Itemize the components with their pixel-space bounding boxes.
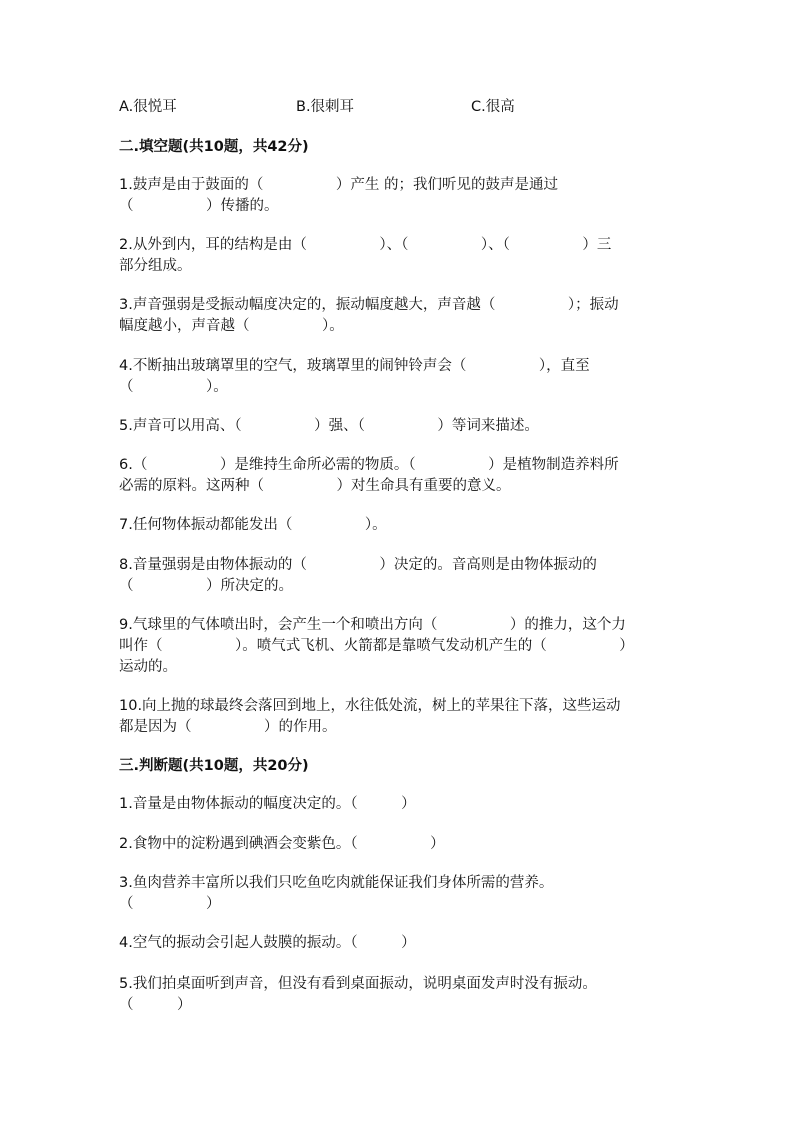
question-line: 都是因为（ ）的作用。 [119, 719, 337, 735]
question-line: 1.音量是由物体振动的幅度决定的。（ ） [119, 796, 416, 812]
fill-in-question-1 [119, 175, 679, 217]
question-line: （ ）。 [119, 379, 228, 395]
question-line: 3.鱼肉营养丰富所以我们只吃鱼吃肉就能保证我们身体所需的营养。 [119, 875, 554, 891]
option-c: C.很高 [471, 99, 515, 115]
question-line: 8.音量强弱是由物体振动的（ ）决定的。音高则是由物体振动的 [119, 557, 597, 573]
fill-in-question-4 [119, 356, 679, 398]
question-line: 9.气球里的气体喷出时，会产生一个和喷出方向（ ）的推力，这个力 [119, 617, 626, 633]
fill-in-question-2 [119, 235, 679, 277]
true-false-question-5 [119, 974, 679, 1016]
question-line: 5.我们拍桌面听到声音，但没有看到桌面振动，说明桌面发声时没有振动。 [119, 976, 597, 992]
question-line: 叫作（ ）。喷气式飞机、火箭都是靠喷气发动机产生的（ ） [119, 638, 634, 654]
question-line: （ ）所决定的。 [119, 578, 293, 594]
question-line: 1.鼓声是由于鼓面的（ ）产生 的；我们听见的鼓声是通过 [119, 177, 558, 193]
question-line: （ ） [119, 896, 221, 912]
fill-in-question-5 [119, 416, 679, 437]
question-line: （ ） [119, 997, 192, 1013]
true-false-question-4 [119, 933, 679, 954]
question-line: 10.向上抛的球最终会落回到地上，水往低处流，树上的苹果往下落，这些运动 [119, 698, 621, 714]
question-line: 幅度越小，声音越（ ）。 [119, 318, 344, 334]
question-line: 必需的原料。这两种（ ）对生命具有重要的意义。 [119, 478, 511, 494]
section-title-fill-in: 二.填空题(共10题，共42分) [119, 139, 309, 155]
fill-in-question-6 [119, 455, 679, 497]
option-b: B.很刺耳 [296, 99, 355, 115]
fill-in-question-3 [119, 295, 679, 337]
true-false-question-1 [119, 794, 679, 815]
true-false-question-2 [119, 834, 679, 855]
fill-in-question-10 [119, 696, 679, 738]
option-a: A.很悦耳 [119, 99, 177, 115]
fill-in-question-8 [119, 555, 679, 597]
section-title-true-false: 三.判断题(共10题，共20分) [119, 758, 309, 774]
question-line: 4.空气的振动会引起人鼓膜的振动。（ ） [119, 935, 416, 951]
question-line: 6.（ ）是维持生命所必需的物质。（ ）是植物制造养料所 [119, 457, 619, 473]
question-line: 5.声音可以用高、（ ）强、（ ）等词来描述。 [119, 418, 539, 434]
question-line: 7.任何物体振动都能发出（ ）。 [119, 517, 387, 533]
true-false-question-3 [119, 873, 679, 915]
question-line: （ ）传播的。 [119, 198, 279, 214]
question-line: 2.食物中的淀粉遇到碘酒会变紫色。（ ） [119, 836, 445, 852]
fill-in-question-9 [119, 615, 679, 678]
question-line: 部分组成。 [119, 258, 192, 274]
fill-in-question-7 [119, 515, 679, 536]
question-line: 4.不断抽出玻璃罩里的空气，玻璃罩里的闹钟铃声会（ ），直至 [119, 358, 590, 374]
question-line: 运动的。 [119, 659, 177, 675]
question-line: 3.声音强弱是受振动幅度决定的，振动幅度越大，声音越（ ）；振动 [119, 297, 619, 313]
answer-options-row [119, 96, 719, 118]
question-line: 2.从外到内，耳的结构是由（ ）、（ ）、（ ）三 [119, 237, 612, 253]
